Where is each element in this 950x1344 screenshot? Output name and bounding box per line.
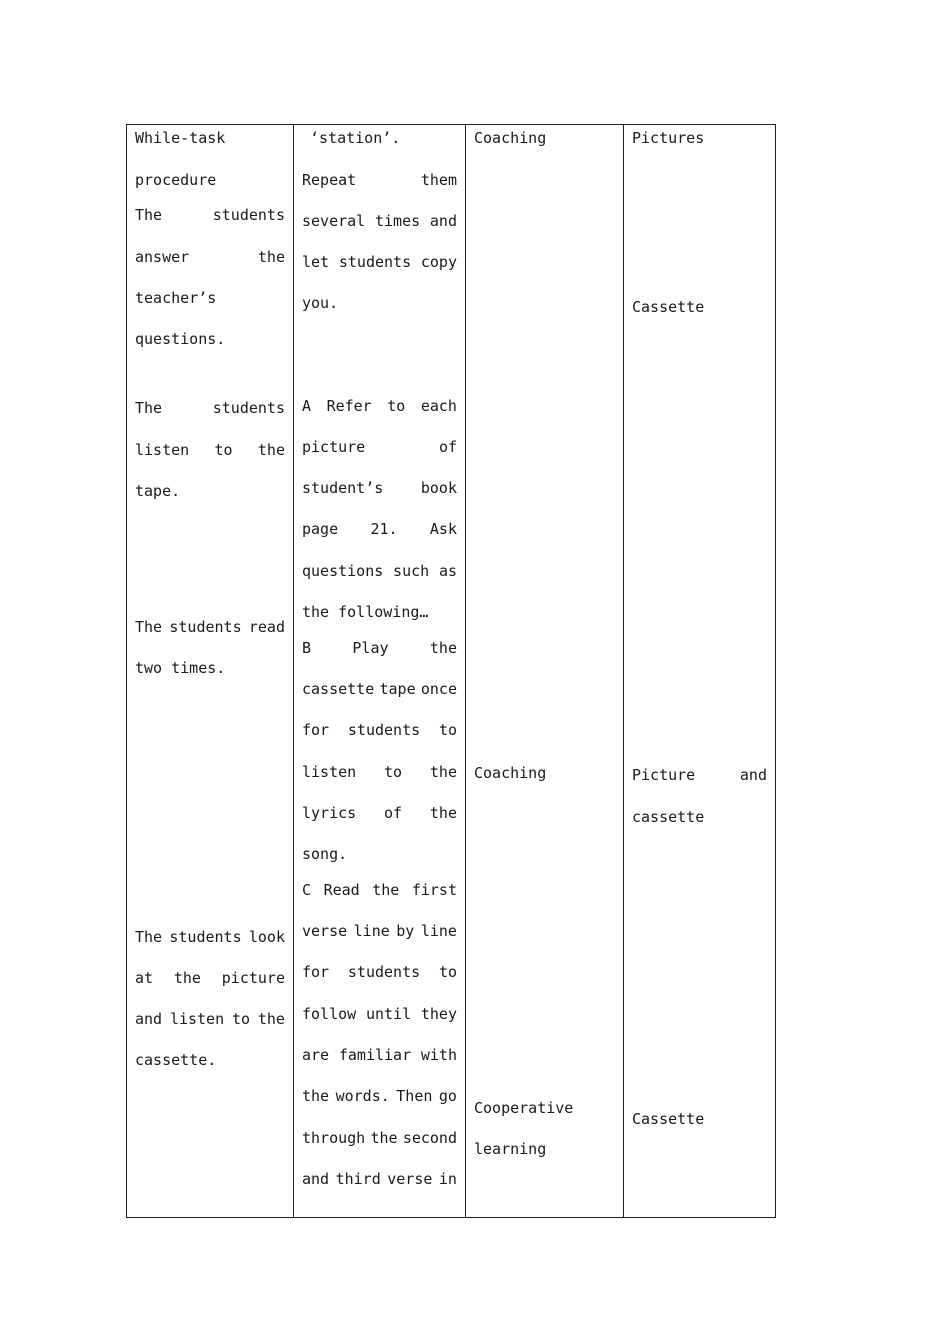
teacher-activity-line: and third verse in xyxy=(302,1170,457,1188)
teacher-activity-line: picture of xyxy=(302,438,457,456)
teacher-activity-line: let students copy xyxy=(302,253,457,271)
teacher-activity-line: you. xyxy=(302,294,339,312)
activity-text-line: listen to the xyxy=(135,441,285,459)
aid-pictures: Pictures xyxy=(632,129,705,147)
teacher-activity-line: student’s book xyxy=(302,479,457,497)
activity-text-line: two times. xyxy=(135,659,226,677)
teacher-activity-line: listen to the xyxy=(302,763,457,781)
aid-cassette: Cassette xyxy=(632,298,705,316)
activity-text-line: procedure xyxy=(135,171,217,189)
teacher-activity-line: follow until they xyxy=(302,1005,457,1023)
teacher-activity-line: for students to xyxy=(302,721,457,739)
aid-picture-cassette: cassette xyxy=(632,808,705,826)
teacher-activity-line: ‘station’. xyxy=(310,129,401,147)
column-divider xyxy=(293,125,294,1217)
activity-text-line: teacher’s xyxy=(135,289,217,307)
teacher-activity-line: Repeat them xyxy=(302,171,457,189)
teacher-activity-line: B Play the xyxy=(302,639,457,657)
activity-text-line: The students xyxy=(135,206,285,224)
teacher-activity-line: page 21. Ask xyxy=(302,520,457,538)
aid-cassette: Cassette xyxy=(632,1110,705,1128)
aid-picture-cassette: Picture and xyxy=(632,766,767,784)
teacher-activity-line: questions such as xyxy=(302,562,457,580)
method-cooperative: Cooperative xyxy=(474,1099,574,1117)
teacher-activity-line: the words. Then go xyxy=(302,1087,457,1105)
activity-text-line: The students read xyxy=(135,618,285,636)
teacher-activity-line: through the second xyxy=(302,1129,457,1147)
teacher-activity-line: several times and xyxy=(302,212,457,230)
column-divider xyxy=(465,125,466,1217)
method-coaching: Coaching xyxy=(474,764,547,782)
teacher-activity-line: C Read the first xyxy=(302,881,457,899)
activity-text-line: at the picture xyxy=(135,969,285,987)
activity-text-line: questions. xyxy=(135,330,226,348)
teacher-activity-line: cassette tape once xyxy=(302,680,457,698)
activity-text-line: The students look xyxy=(135,928,285,946)
activity-text-line: cassette. xyxy=(135,1051,217,1069)
teacher-activity-line: A Refer to each xyxy=(302,397,457,415)
method-coaching: Coaching xyxy=(474,129,547,147)
teacher-activity-line: the following… xyxy=(302,603,429,621)
column-divider xyxy=(623,125,624,1217)
activity-text-line: While-task xyxy=(135,129,226,147)
activity-text-line: The students xyxy=(135,399,285,417)
activity-text-line: answer the xyxy=(135,248,285,266)
method-cooperative: learning xyxy=(474,1140,547,1158)
teacher-activity-line: lyrics of the xyxy=(302,804,457,822)
activity-text-line: and listen to the xyxy=(135,1010,285,1028)
teacher-activity-line: are familiar with xyxy=(302,1046,457,1064)
teacher-activity-line: song. xyxy=(302,845,348,863)
activity-text-line: tape. xyxy=(135,482,181,500)
teacher-activity-line: verse line by line xyxy=(302,922,457,940)
teacher-activity-line: for students to xyxy=(302,963,457,981)
